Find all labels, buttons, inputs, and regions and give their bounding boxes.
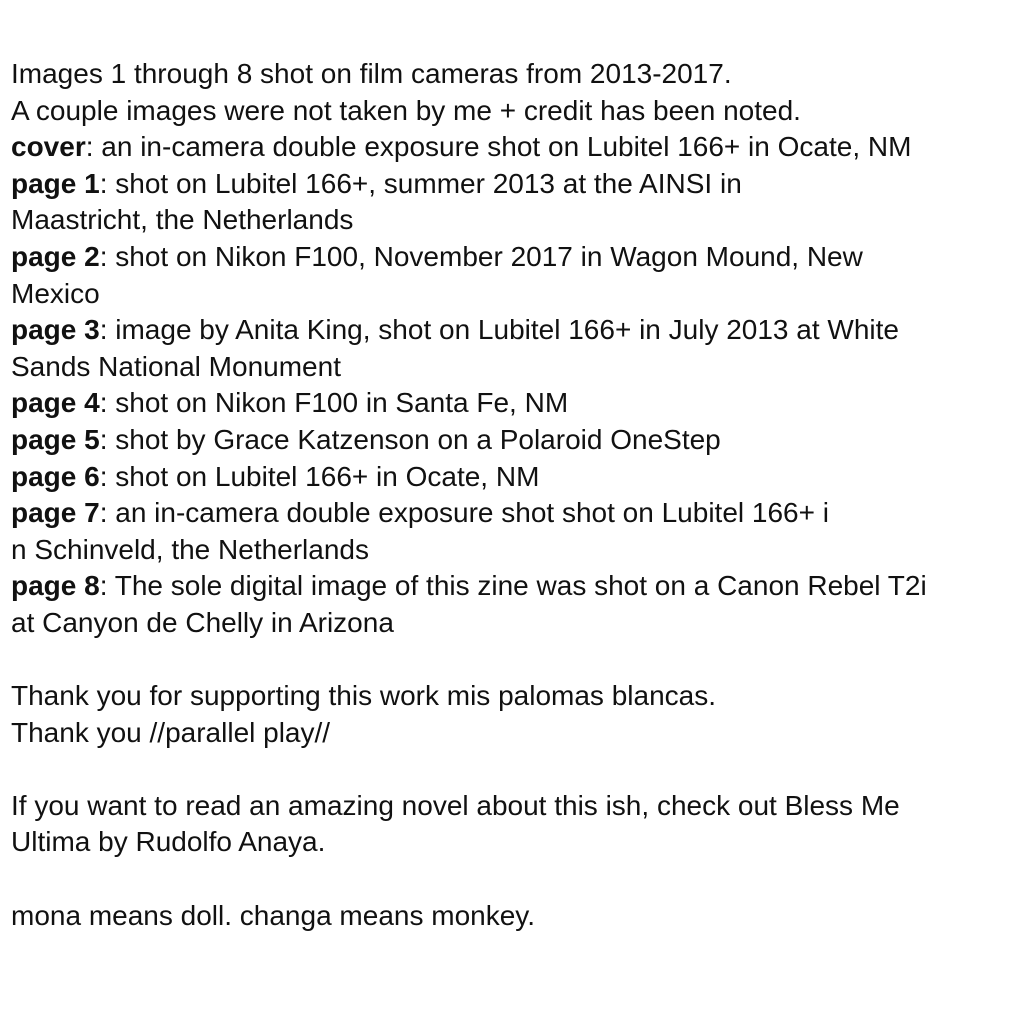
thanks-line: Thank you //parallel play//: [11, 716, 331, 748]
credit-cover: [11, 129, 1019, 166]
credit-text: : shot on Nikon F100, November 2017 in Wagon Mound, New: [99, 240, 863, 272]
recommendation-block: [11, 788, 1019, 861]
credit-key: page 8: [11, 570, 100, 602]
credit-page-8-continued: at Canyon de Chelly in Arizona: [11, 606, 394, 638]
credit-text: : The sole digital image of this zine was shot on a Canon Rebel T2i: [99, 570, 927, 602]
glossary-line: mona means doll. changa means monkey.: [11, 899, 535, 931]
intro-line: Images 1 through 8 shot on film cameras from 2013-2017.: [11, 58, 732, 89]
credits-list: [11, 129, 1019, 641]
credit-page-5: [11, 422, 1019, 459]
credit-page-8: [11, 568, 1019, 605]
credit-page-2-continued: Mexico: [11, 277, 100, 309]
credit-text: : shot by Grace Katzenson on a Polaroid OneStep: [99, 423, 721, 455]
intro-line: A couple images were not taken by me + credit has been noted.: [11, 94, 801, 126]
zine-credits-text: [11, 56, 1019, 934]
thanks-block: [11, 678, 1019, 751]
credit-text: : shot on Lubitel 166+ in Ocate, NM: [99, 460, 540, 492]
credit-key: page 5: [11, 423, 100, 455]
recommendation-line: Ultima by Rudolfo Anaya.: [11, 826, 326, 858]
thanks-line: Thank you for supporting this work mis palomas blancas.: [11, 680, 716, 712]
intro-block: [11, 56, 1019, 129]
credit-page-6: [11, 459, 1019, 496]
paragraph-gap: [11, 861, 1019, 898]
credit-page-1-continued: Maastricht, the Netherlands: [11, 204, 354, 236]
credit-key: page 2: [11, 240, 100, 272]
credit-page-3-continued: Sands National Monument: [11, 350, 341, 382]
credit-page-1: [11, 166, 1019, 203]
credit-text: : shot on Nikon F100 in Santa Fe, NM: [99, 387, 569, 419]
paragraph-gap: [11, 642, 1019, 679]
credit-key: page 1: [11, 167, 100, 199]
credit-text: : an in-camera double exposure shot shot on Lubitel 166+ i: [99, 497, 829, 529]
recommendation-line: If you want to read an amazing novel about this ish, check out Bless Me: [11, 789, 900, 821]
paragraph-gap: [11, 751, 1019, 788]
credit-key: page 7: [11, 497, 100, 529]
credit-text: : image by Anita King, shot on Lubitel 166+ in July 2013 at White: [99, 314, 899, 346]
credit-page-3: [11, 312, 1019, 349]
credit-page-2: [11, 239, 1019, 276]
credit-page-4: [11, 385, 1019, 422]
credit-text: : shot on Lubitel 166+, summer 2013 at the AINSI in: [99, 167, 742, 199]
credit-page-7-continued: n Schinveld, the Netherlands: [11, 533, 369, 565]
credit-key: page 3: [11, 314, 100, 346]
credit-page-7: [11, 495, 1019, 532]
credit-key: cover: [11, 131, 86, 163]
credit-text: : an in-camera double exposure shot on Lubitel 166+ in Ocate, NM: [85, 131, 912, 163]
credit-key: page 6: [11, 460, 100, 492]
credit-key: page 4: [11, 387, 100, 419]
